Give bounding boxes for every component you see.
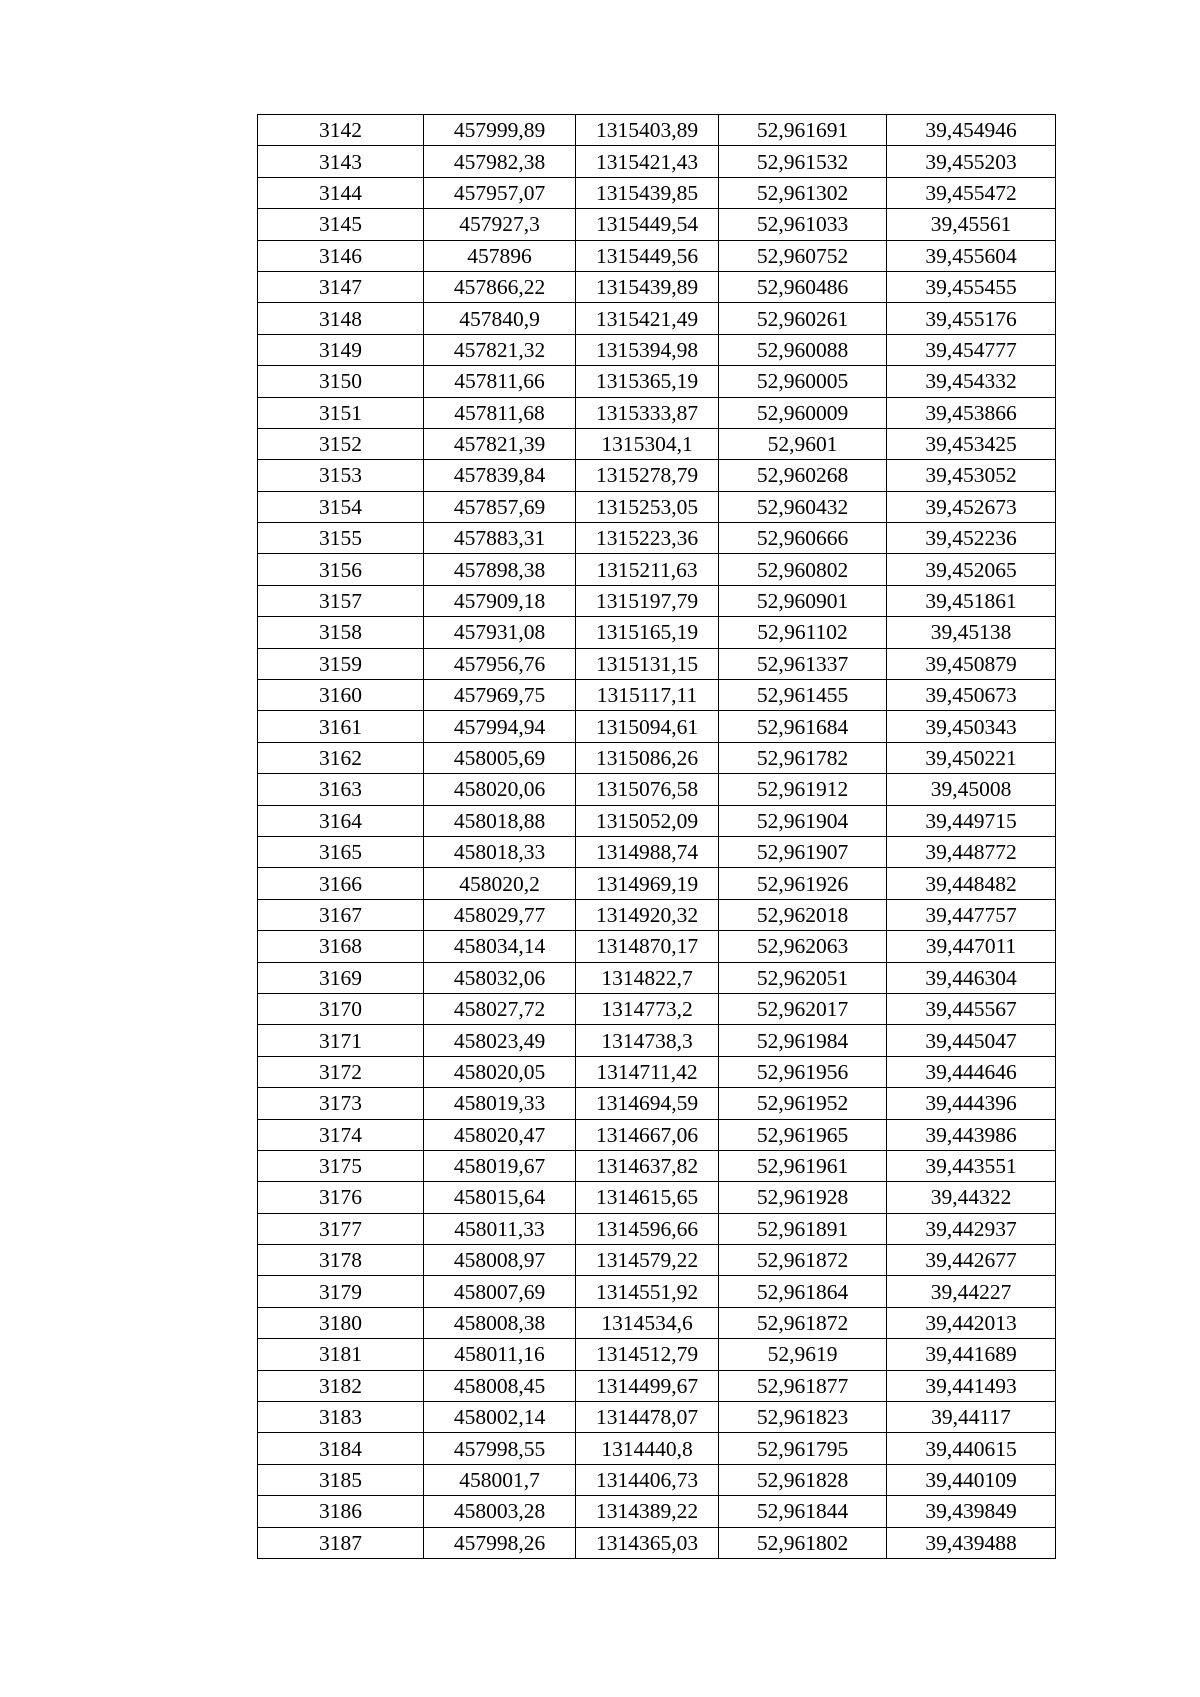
- x-coordinate-cell: 457957,07: [424, 177, 576, 208]
- latitude-cell: 52,961684: [719, 711, 887, 742]
- y-coordinate-cell: 1314389,22: [576, 1496, 719, 1527]
- table-row: [258, 428, 1056, 459]
- table-row: [258, 1307, 1056, 1338]
- longitude-cell: 39,443986: [887, 1119, 1056, 1150]
- table-row: [258, 1245, 1056, 1276]
- longitude-cell: 39,452065: [887, 554, 1056, 585]
- latitude-cell: 52,961844: [719, 1496, 887, 1527]
- latitude-cell: 52,960268: [719, 460, 887, 491]
- x-coordinate-cell: 458011,16: [424, 1339, 576, 1370]
- y-coordinate-cell: 1315394,98: [576, 334, 719, 365]
- point-number-cell: 3166: [258, 868, 424, 899]
- point-number-cell: 3143: [258, 146, 424, 177]
- table-row: [258, 1276, 1056, 1307]
- x-coordinate-cell: 458008,45: [424, 1370, 576, 1401]
- point-number-cell: 3180: [258, 1307, 424, 1338]
- x-coordinate-cell: 458032,06: [424, 962, 576, 993]
- y-coordinate-cell: 1315052,09: [576, 805, 719, 836]
- point-number-cell: 3160: [258, 680, 424, 711]
- point-number-cell: 3154: [258, 491, 424, 522]
- longitude-cell: 39,451861: [887, 585, 1056, 616]
- longitude-cell: 39,443551: [887, 1150, 1056, 1181]
- latitude-cell: 52,961302: [719, 177, 887, 208]
- table-row: [258, 1370, 1056, 1401]
- latitude-cell: 52,961864: [719, 1276, 887, 1307]
- point-number-cell: 3165: [258, 836, 424, 867]
- table-row: [258, 177, 1056, 208]
- latitude-cell: 52,961532: [719, 146, 887, 177]
- y-coordinate-cell: 1314773,2: [576, 993, 719, 1024]
- y-coordinate-cell: 1314551,92: [576, 1276, 719, 1307]
- latitude-cell: 52,961802: [719, 1527, 887, 1558]
- latitude-cell: 52,962063: [719, 931, 887, 962]
- longitude-cell: 39,444396: [887, 1088, 1056, 1119]
- longitude-cell: 39,452236: [887, 523, 1056, 554]
- x-coordinate-cell: 457896: [424, 240, 576, 271]
- longitude-cell: 39,441689: [887, 1339, 1056, 1370]
- point-number-cell: 3183: [258, 1402, 424, 1433]
- y-coordinate-cell: 1314822,7: [576, 962, 719, 993]
- table-row: [258, 1213, 1056, 1244]
- longitude-cell: 39,455176: [887, 303, 1056, 334]
- x-coordinate-cell: 457840,9: [424, 303, 576, 334]
- point-number-cell: 3161: [258, 711, 424, 742]
- point-number-cell: 3169: [258, 962, 424, 993]
- point-number-cell: 3155: [258, 523, 424, 554]
- longitude-cell: 39,453052: [887, 460, 1056, 491]
- point-number-cell: 3156: [258, 554, 424, 585]
- x-coordinate-cell: 457931,08: [424, 617, 576, 648]
- point-number-cell: 3174: [258, 1119, 424, 1150]
- longitude-cell: 39,447011: [887, 931, 1056, 962]
- point-number-cell: 3182: [258, 1370, 424, 1401]
- x-coordinate-cell: 457811,68: [424, 397, 576, 428]
- y-coordinate-cell: 1315449,56: [576, 240, 719, 271]
- table-row: [258, 774, 1056, 805]
- latitude-cell: 52,961823: [719, 1402, 887, 1433]
- table-row: [258, 931, 1056, 962]
- longitude-cell: 39,44117: [887, 1402, 1056, 1433]
- latitude-cell: 52,961782: [719, 742, 887, 773]
- y-coordinate-cell: 1314637,82: [576, 1150, 719, 1181]
- y-coordinate-cell: 1315403,89: [576, 115, 719, 146]
- longitude-cell: 39,450879: [887, 648, 1056, 679]
- point-number-cell: 3170: [258, 993, 424, 1024]
- point-number-cell: 3151: [258, 397, 424, 428]
- point-number-cell: 3185: [258, 1464, 424, 1495]
- x-coordinate-cell: 457857,69: [424, 491, 576, 522]
- longitude-cell: 39,450673: [887, 680, 1056, 711]
- latitude-cell: 52,9601: [719, 428, 887, 459]
- y-coordinate-cell: 1314738,3: [576, 1025, 719, 1056]
- table-row: [258, 805, 1056, 836]
- x-coordinate-cell: 458008,97: [424, 1245, 576, 1276]
- longitude-cell: 39,453425: [887, 428, 1056, 459]
- x-coordinate-cell: 458027,72: [424, 993, 576, 1024]
- y-coordinate-cell: 1314534,6: [576, 1307, 719, 1338]
- y-coordinate-cell: 1314365,03: [576, 1527, 719, 1558]
- latitude-cell: 52,961926: [719, 868, 887, 899]
- table-row: [258, 397, 1056, 428]
- table-row: [258, 554, 1056, 585]
- latitude-cell: 52,960802: [719, 554, 887, 585]
- x-coordinate-cell: 458008,38: [424, 1307, 576, 1338]
- latitude-cell: 52,961872: [719, 1307, 887, 1338]
- x-coordinate-cell: 458005,69: [424, 742, 576, 773]
- point-number-cell: 3171: [258, 1025, 424, 1056]
- longitude-cell: 39,440615: [887, 1433, 1056, 1464]
- latitude-cell: 52,961102: [719, 617, 887, 648]
- table-row: [258, 240, 1056, 271]
- table-row: [258, 366, 1056, 397]
- point-number-cell: 3172: [258, 1056, 424, 1087]
- y-coordinate-cell: 1315211,63: [576, 554, 719, 585]
- longitude-cell: 39,453866: [887, 397, 1056, 428]
- longitude-cell: 39,447757: [887, 899, 1056, 930]
- y-coordinate-cell: 1315076,58: [576, 774, 719, 805]
- table-row: [258, 993, 1056, 1024]
- longitude-cell: 39,442937: [887, 1213, 1056, 1244]
- table-row: [258, 209, 1056, 240]
- x-coordinate-cell: 457994,94: [424, 711, 576, 742]
- longitude-cell: 39,45008: [887, 774, 1056, 805]
- table-row: [258, 1182, 1056, 1213]
- latitude-cell: 52,960901: [719, 585, 887, 616]
- x-coordinate-cell: 457956,76: [424, 648, 576, 679]
- table-row: [258, 460, 1056, 491]
- latitude-cell: 52,960261: [719, 303, 887, 334]
- point-number-cell: 3162: [258, 742, 424, 773]
- y-coordinate-cell: 1315094,61: [576, 711, 719, 742]
- latitude-cell: 52,961956: [719, 1056, 887, 1087]
- y-coordinate-cell: 1315439,89: [576, 271, 719, 302]
- x-coordinate-cell: 457998,55: [424, 1433, 576, 1464]
- point-number-cell: 3163: [258, 774, 424, 805]
- latitude-cell: 52,961961: [719, 1150, 887, 1181]
- y-coordinate-cell: 1314711,42: [576, 1056, 719, 1087]
- latitude-cell: 52,962017: [719, 993, 887, 1024]
- latitude-cell: 52,962018: [719, 899, 887, 930]
- latitude-cell: 52,961828: [719, 1464, 887, 1495]
- longitude-cell: 39,442013: [887, 1307, 1056, 1338]
- y-coordinate-cell: 1315223,36: [576, 523, 719, 554]
- y-coordinate-cell: 1315278,79: [576, 460, 719, 491]
- y-coordinate-cell: 1314596,66: [576, 1213, 719, 1244]
- longitude-cell: 39,445047: [887, 1025, 1056, 1056]
- table-row: [258, 680, 1056, 711]
- table-row: [258, 1402, 1056, 1433]
- table-row: [258, 836, 1056, 867]
- table-row: [258, 271, 1056, 302]
- longitude-cell: 39,44227: [887, 1276, 1056, 1307]
- longitude-cell: 39,439488: [887, 1527, 1056, 1558]
- point-number-cell: 3167: [258, 899, 424, 930]
- latitude-cell: 52,961928: [719, 1182, 887, 1213]
- table-row: [258, 1527, 1056, 1558]
- x-coordinate-cell: 457969,75: [424, 680, 576, 711]
- y-coordinate-cell: 1314667,06: [576, 1119, 719, 1150]
- y-coordinate-cell: 1315439,85: [576, 177, 719, 208]
- latitude-cell: 52,960432: [719, 491, 887, 522]
- longitude-cell: 39,442677: [887, 1245, 1056, 1276]
- latitude-cell: 52,961455: [719, 680, 887, 711]
- latitude-cell: 52,960486: [719, 271, 887, 302]
- point-number-cell: 3148: [258, 303, 424, 334]
- x-coordinate-cell: 458015,64: [424, 1182, 576, 1213]
- latitude-cell: 52,960666: [719, 523, 887, 554]
- longitude-cell: 39,455455: [887, 271, 1056, 302]
- latitude-cell: 52,960752: [719, 240, 887, 271]
- x-coordinate-cell: 457898,38: [424, 554, 576, 585]
- y-coordinate-cell: 1315304,1: [576, 428, 719, 459]
- longitude-cell: 39,455472: [887, 177, 1056, 208]
- table-row: [258, 868, 1056, 899]
- point-number-cell: 3179: [258, 1276, 424, 1307]
- point-number-cell: 3142: [258, 115, 424, 146]
- x-coordinate-cell: 457982,38: [424, 146, 576, 177]
- longitude-cell: 39,455203: [887, 146, 1056, 177]
- point-number-cell: 3157: [258, 585, 424, 616]
- x-coordinate-cell: 458029,77: [424, 899, 576, 930]
- longitude-cell: 39,441493: [887, 1370, 1056, 1401]
- longitude-cell: 39,440109: [887, 1464, 1056, 1495]
- point-number-cell: 3164: [258, 805, 424, 836]
- longitude-cell: 39,449715: [887, 805, 1056, 836]
- longitude-cell: 39,454777: [887, 334, 1056, 365]
- x-coordinate-cell: 457839,84: [424, 460, 576, 491]
- x-coordinate-cell: 458002,14: [424, 1402, 576, 1433]
- y-coordinate-cell: 1314870,17: [576, 931, 719, 962]
- latitude-cell: 52,961984: [719, 1025, 887, 1056]
- point-number-cell: 3184: [258, 1433, 424, 1464]
- latitude-cell: 52,961337: [719, 648, 887, 679]
- longitude-cell: 39,448772: [887, 836, 1056, 867]
- x-coordinate-cell: 457999,89: [424, 115, 576, 146]
- point-number-cell: 3159: [258, 648, 424, 679]
- longitude-cell: 39,448482: [887, 868, 1056, 899]
- y-coordinate-cell: 1315131,15: [576, 648, 719, 679]
- x-coordinate-cell: 457811,66: [424, 366, 576, 397]
- y-coordinate-cell: 1315117,11: [576, 680, 719, 711]
- x-coordinate-cell: 458034,14: [424, 931, 576, 962]
- table-row: [258, 742, 1056, 773]
- point-number-cell: 3149: [258, 334, 424, 365]
- table-row: [258, 962, 1056, 993]
- x-coordinate-cell: 458018,88: [424, 805, 576, 836]
- table-row: [258, 1150, 1056, 1181]
- latitude-cell: 52,961872: [719, 1245, 887, 1276]
- latitude-cell: 52,961965: [719, 1119, 887, 1150]
- y-coordinate-cell: 1315197,79: [576, 585, 719, 616]
- y-coordinate-cell: 1314440,8: [576, 1433, 719, 1464]
- table-row: [258, 711, 1056, 742]
- point-number-cell: 3176: [258, 1182, 424, 1213]
- x-coordinate-cell: 458003,28: [424, 1496, 576, 1527]
- x-coordinate-cell: 458023,49: [424, 1025, 576, 1056]
- point-number-cell: 3177: [258, 1213, 424, 1244]
- point-number-cell: 3187: [258, 1527, 424, 1558]
- x-coordinate-cell: 457927,3: [424, 209, 576, 240]
- x-coordinate-cell: 458011,33: [424, 1213, 576, 1244]
- point-number-cell: 3158: [258, 617, 424, 648]
- longitude-cell: 39,455604: [887, 240, 1056, 271]
- coordinates-table-body: [258, 115, 1056, 1559]
- longitude-cell: 39,45561: [887, 209, 1056, 240]
- latitude-cell: 52,961952: [719, 1088, 887, 1119]
- y-coordinate-cell: 1315165,19: [576, 617, 719, 648]
- point-number-cell: 3168: [258, 931, 424, 962]
- latitude-cell: 52,961904: [719, 805, 887, 836]
- x-coordinate-cell: 457866,22: [424, 271, 576, 302]
- y-coordinate-cell: 1314969,19: [576, 868, 719, 899]
- table-row: [258, 1025, 1056, 1056]
- y-coordinate-cell: 1314988,74: [576, 836, 719, 867]
- point-number-cell: 3147: [258, 271, 424, 302]
- point-number-cell: 3150: [258, 366, 424, 397]
- y-coordinate-cell: 1315333,87: [576, 397, 719, 428]
- latitude-cell: 52,961907: [719, 836, 887, 867]
- point-number-cell: 3178: [258, 1245, 424, 1276]
- table-row: [258, 1339, 1056, 1370]
- longitude-cell: 39,44322: [887, 1182, 1056, 1213]
- x-coordinate-cell: 457998,26: [424, 1527, 576, 1558]
- y-coordinate-cell: 1315086,26: [576, 742, 719, 773]
- longitude-cell: 39,454946: [887, 115, 1056, 146]
- y-coordinate-cell: 1314694,59: [576, 1088, 719, 1119]
- latitude-cell: 52,962051: [719, 962, 887, 993]
- table-row: [258, 1433, 1056, 1464]
- table-row: [258, 1464, 1056, 1495]
- latitude-cell: 52,961891: [719, 1213, 887, 1244]
- latitude-cell: 52,960005: [719, 366, 887, 397]
- latitude-cell: 52,9619: [719, 1339, 887, 1370]
- table-row: [258, 899, 1056, 930]
- x-coordinate-cell: 458001,7: [424, 1464, 576, 1495]
- table-row: [258, 491, 1056, 522]
- table-row: [258, 146, 1056, 177]
- table-row: [258, 1088, 1056, 1119]
- x-coordinate-cell: 457821,32: [424, 334, 576, 365]
- table-row: [258, 617, 1056, 648]
- longitude-cell: 39,444646: [887, 1056, 1056, 1087]
- y-coordinate-cell: 1315253,05: [576, 491, 719, 522]
- table-row: [258, 585, 1056, 616]
- y-coordinate-cell: 1314615,65: [576, 1182, 719, 1213]
- y-coordinate-cell: 1315421,43: [576, 146, 719, 177]
- latitude-cell: 52,961912: [719, 774, 887, 805]
- point-number-cell: 3144: [258, 177, 424, 208]
- x-coordinate-cell: 458020,2: [424, 868, 576, 899]
- table-row: [258, 523, 1056, 554]
- table-row: [258, 1056, 1056, 1087]
- coordinates-table: [257, 114, 1056, 1559]
- x-coordinate-cell: 457909,18: [424, 585, 576, 616]
- x-coordinate-cell: 458020,06: [424, 774, 576, 805]
- y-coordinate-cell: 1315365,19: [576, 366, 719, 397]
- longitude-cell: 39,446304: [887, 962, 1056, 993]
- y-coordinate-cell: 1314920,32: [576, 899, 719, 930]
- table-row: [258, 1496, 1056, 1527]
- point-number-cell: 3186: [258, 1496, 424, 1527]
- y-coordinate-cell: 1314579,22: [576, 1245, 719, 1276]
- longitude-cell: 39,450343: [887, 711, 1056, 742]
- point-number-cell: 3181: [258, 1339, 424, 1370]
- y-coordinate-cell: 1315449,54: [576, 209, 719, 240]
- x-coordinate-cell: 457883,31: [424, 523, 576, 554]
- latitude-cell: 52,961033: [719, 209, 887, 240]
- point-number-cell: 3173: [258, 1088, 424, 1119]
- longitude-cell: 39,450221: [887, 742, 1056, 773]
- x-coordinate-cell: 458019,33: [424, 1088, 576, 1119]
- x-coordinate-cell: 457821,39: [424, 428, 576, 459]
- longitude-cell: 39,439849: [887, 1496, 1056, 1527]
- latitude-cell: 52,961877: [719, 1370, 887, 1401]
- x-coordinate-cell: 458019,67: [424, 1150, 576, 1181]
- table-row: [258, 115, 1056, 146]
- y-coordinate-cell: 1314512,79: [576, 1339, 719, 1370]
- longitude-cell: 39,445567: [887, 993, 1056, 1024]
- latitude-cell: 52,960009: [719, 397, 887, 428]
- point-number-cell: 3153: [258, 460, 424, 491]
- table-row: [258, 1119, 1056, 1150]
- latitude-cell: 52,960088: [719, 334, 887, 365]
- latitude-cell: 52,961691: [719, 115, 887, 146]
- table-row: [258, 303, 1056, 334]
- latitude-cell: 52,961795: [719, 1433, 887, 1464]
- x-coordinate-cell: 458020,05: [424, 1056, 576, 1087]
- y-coordinate-cell: 1314499,67: [576, 1370, 719, 1401]
- point-number-cell: 3146: [258, 240, 424, 271]
- point-number-cell: 3175: [258, 1150, 424, 1181]
- x-coordinate-cell: 458020,47: [424, 1119, 576, 1150]
- x-coordinate-cell: 458007,69: [424, 1276, 576, 1307]
- longitude-cell: 39,454332: [887, 366, 1056, 397]
- x-coordinate-cell: 458018,33: [424, 836, 576, 867]
- longitude-cell: 39,45138: [887, 617, 1056, 648]
- point-number-cell: 3145: [258, 209, 424, 240]
- table-row: [258, 648, 1056, 679]
- y-coordinate-cell: 1314478,07: [576, 1402, 719, 1433]
- y-coordinate-cell: 1315421,49: [576, 303, 719, 334]
- y-coordinate-cell: 1314406,73: [576, 1464, 719, 1495]
- point-number-cell: 3152: [258, 428, 424, 459]
- table-row: [258, 334, 1056, 365]
- longitude-cell: 39,452673: [887, 491, 1056, 522]
